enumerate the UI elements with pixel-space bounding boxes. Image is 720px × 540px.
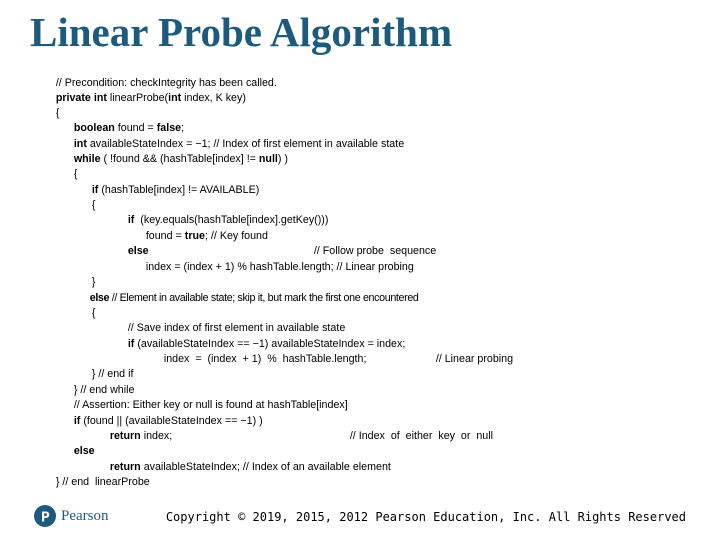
code-line: index = (index + 1) % hashTable.length; [163, 353, 367, 365]
code-line: private int linearProbe(int index, K key) [55, 92, 246, 104]
code-line: } // end if [91, 368, 134, 380]
code-line: { [91, 199, 96, 211]
pearson-logo [34, 505, 124, 529]
code-line: if (availableStateIndex == −1) availableStateIndex = index; [127, 338, 406, 350]
code-line: int availableStateIndex = −1; // Index of first element in available state [73, 138, 405, 150]
code-line: // Assertion: Either key or null is found at hashTable[index] [73, 399, 348, 411]
pearson-logo-text: Pearson [61, 508, 109, 524]
code-line: // Precondition: checkIntegrity has been called. [55, 77, 277, 89]
code-line: if (key.equals(hashTable[index].getKey())) [127, 214, 329, 226]
code-line: } [91, 276, 96, 288]
code-line: else // Element in available state; skip it, but mark the first one encountered [89, 292, 419, 304]
code-line: } // end linearProbe [55, 476, 150, 488]
code-line: index = (index + 1) % hashTable.length; // Linear probing [145, 261, 414, 273]
code-line: { [73, 168, 78, 180]
code-comment: // Index of either key or null [349, 430, 493, 442]
code-line: return availableStateIndex; // Index of an available element [109, 461, 391, 473]
code-line: { [91, 307, 96, 319]
pearson-logo-icon [34, 505, 56, 527]
code-comment: // Linear probing [435, 353, 514, 365]
code-line: } // end while [73, 384, 135, 396]
code-line: return index; [109, 430, 173, 442]
code-line: // Save index of first element in available state [127, 322, 346, 334]
code-line: while ( !found && (hashTable[index] != null) ) [73, 153, 288, 165]
code-line: if (found || (availableStateIndex == −1) ) [73, 415, 263, 427]
code-line: else [73, 445, 95, 457]
code-line: { [55, 107, 60, 119]
code-comment: // Follow probe sequence [313, 245, 437, 257]
code-line: found = true; // Key found [145, 230, 268, 242]
code-line: boolean found = false; [73, 122, 185, 134]
code-line: else [127, 245, 149, 257]
slide-title: Linear Probe Algorithm [30, 9, 453, 55]
copyright-notice: Copyright © 2019, 2015, 2012 Pearson Education, Inc. All Rights Reserved [165, 510, 686, 524]
code-line: if (hashTable[index] != AVAILABLE) [91, 184, 260, 196]
